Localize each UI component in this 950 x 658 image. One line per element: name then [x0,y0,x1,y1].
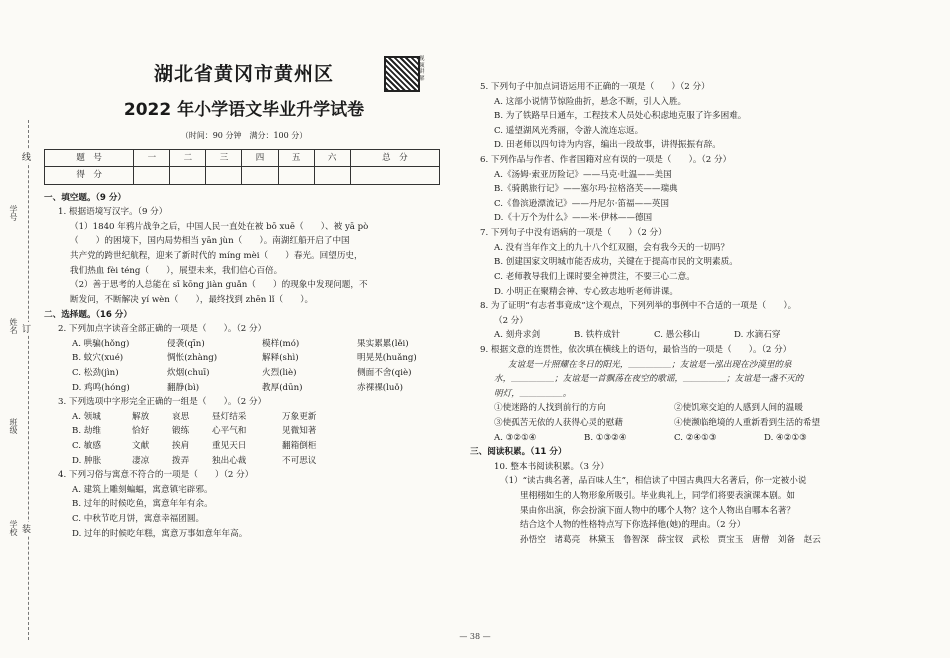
table-cell: 三 [206,149,242,166]
option[interactable]: A.《汤姆·索亚历险记》——马克·吐温——美国 [494,169,672,180]
option: 翻静(bì) [167,382,200,393]
option[interactable]: A. 哄骗(hǒng) [72,338,130,349]
option[interactable]: C. 遥望湖风光秀丽，令游人流连忘返。 [494,125,644,136]
option-word: 恰好 [132,426,150,437]
page-subtitle: 2022 年小学语文毕业升学试卷 [123,100,365,121]
binding-label-school: 学校 [9,520,18,536]
option-row [480,328,920,343]
table-cell: 一 [134,149,170,166]
option-word: 拨弄 [172,455,190,466]
right-column [470,80,920,548]
question-stem: 7. 下列句子中没有语病的一项是（ ）（2 分） [480,228,667,239]
option-word: 凄凉 [132,455,150,466]
option: 解释(shì) [262,353,299,364]
table-row [45,167,440,184]
option[interactable]: B. 蚊穴(xué) [72,353,124,364]
option: 赤裸裸(luǒ) [357,382,403,393]
section-title: 一、填空题。（9 分） [44,192,127,203]
option[interactable]: C. 老师教导我们上课时要全神贯注，不要三心二意。 [494,271,695,282]
option: 炊烟(chuī) [167,367,210,378]
option[interactable]: C. ②④①③ [674,432,717,443]
qr-code-icon[interactable] [384,56,420,92]
question-line: 共产党的跨世纪航程，迎来了新时代的 míng mèi（ ）春光。回望历史， [70,251,363,262]
question-stem: 3. 下列选项中字形完全正确的一组是（ ）。（2 分） [58,397,267,408]
question-line: 我们热血 fèi téng（ ），展望未来，我们信心百倍。 [70,265,283,276]
question-line: 断发问，不断解决 yí wèn（ ），最终找到 zhēn lǐ（ ）。 [70,294,314,305]
question-stem: 2. 下列加点字读音全部正确的一项是（ ）。（2 分） [58,324,267,335]
item: ④使濒临绝境的人重新看到生活的希望 [674,418,821,429]
option[interactable]: C. 敏感 [72,441,101,452]
question-line: 里栩栩如生的人物形象所吸引。毕业典礼上，同学们将要表演课本剧。如 [520,491,796,502]
page-title: 湖北省黄冈市黄州区 [153,63,334,85]
option[interactable]: D. ④②①③ [764,432,807,443]
option[interactable]: B. ①③②④ [584,432,627,443]
option-word: 万象更新 [282,411,317,422]
table-cell: 二 [170,149,206,166]
table-cell: 五 [278,149,314,166]
option-word: 独出心裁 [212,455,247,466]
question-line: （1）“读古典名著，品百味人生”，相信读了中国古典四大名著后，你一定被小说 [500,476,807,487]
option[interactable]: C.《鲁滨逊漂流记》——丹尼尔·笛福——英国 [494,198,670,209]
table-cell: 六 [314,149,350,166]
score-table [44,149,440,185]
question-line: 果由你出演，你会扮演下面人物中的哪个人物？这个人物出自哪本名著？ [520,505,796,516]
section-title: 三、阅读积累。（11 分） [470,447,567,458]
option-row [44,381,444,396]
option-row [44,351,444,366]
option-word: 见微知著 [282,426,317,437]
option[interactable]: B. 铁杵成针 [574,330,621,341]
option-word: 哀思 [172,411,190,422]
passage-line: 水，＿＿＿＿＿；友谊是一首飘荡在夜空的歌谣，＿＿＿＿＿；友谊是一盏不灭的 [494,374,804,385]
option-row [44,439,444,454]
question-stem: 5. 下列句子中加点词语运用不正确的一项是（ ）（2 分） [480,82,710,92]
option: 模样(mó) [262,338,300,349]
option-word: 解放 [132,411,150,422]
binding-label-class: 班级 [9,418,18,434]
score-input-cell[interactable] [278,167,314,184]
option: 火烈(liè) [262,367,297,378]
option-word: 不可思议 [282,455,317,466]
score-input-cell[interactable] [314,167,350,184]
option[interactable]: C. 愚公移山 [654,330,701,341]
table-cell: 总 分 [350,149,439,166]
option[interactable]: A. 没有当年作文上的九十八个红双圈，会有我今天的一切吗？ [494,242,730,253]
question-stem: 10. 整本书阅读积累。（3 分） [494,461,609,472]
option[interactable]: D. 过年的时候吃年糕，寓意万事如意年年高。 [72,528,248,539]
option-word: 重见天日 [212,441,247,452]
exam-meta: （时间：90 分钟 满分：100 分） [180,131,308,141]
binding-cut-mark: 订 [22,322,31,335]
option[interactable]: D. 小明正在聚精会神、专心致志地听老师讲课。 [494,286,678,297]
option[interactable]: D. 鸡鸣(hóng) [72,382,130,393]
score-input-cell[interactable] [350,167,439,184]
option-word: 翻箱倒柜 [282,441,317,452]
question-stem: 9. 根据文意的连贯性，依次填在横线上的语句，最恰当的一项是（ ）。（2 分） [480,344,792,355]
binding-cut-mark: 线 [22,150,31,163]
option[interactable]: B. 创建国家文明城市能否成功，关键在于提高市民的文明素质。 [494,257,738,268]
binding-dash-line [28,120,29,640]
table-cell: 得 分 [45,167,134,184]
option-row [480,431,920,446]
option[interactable]: D. 田老师以四句诗为内容，编出一段故事，讲得振振有辞。 [494,140,721,151]
item: ③使孤苦无依的人获得心灵的慰藉 [494,418,623,429]
section-title: 二、选择题。（16 分） [44,309,132,320]
question-stem: 8. 为了证明“有志者事竟成”这个观点，下列列举的事例中不合适的一项是（ ）。 [480,301,797,312]
question-line: （ ）的困境下，国内局势相当 yān jùn（ ）。南湖红船开启了中国 [70,236,350,247]
score-input-cell[interactable] [206,167,242,184]
binding-margin [0,0,40,658]
option[interactable]: B. 过年的时候吃鱼，寓意年年有余。 [72,499,213,510]
question-line: （1）1840 年鸦片战争之后，中国人民一直处在被 bō xuē（ ）、被 yā pò [70,221,369,232]
score-input-cell[interactable] [170,167,206,184]
option-word: 心平气和 [212,426,247,437]
option[interactable]: D. 肿胀 [72,455,102,466]
option[interactable]: A. 领城 [72,411,101,422]
option[interactable]: A. 刻舟求剑 [494,330,541,341]
question-line: （2）善于思考的人总能在 sī kōng jiàn guǎn（ ）的现象中发现问题，不 [70,280,368,291]
item-row [480,401,920,430]
option[interactable]: A. 建筑上雕刻蝙蝠，寓意镇宅辟邪。 [72,484,213,495]
option-row [44,366,444,381]
qr-caption: 视频讲解 [419,56,425,82]
option-word: 昼灯结采 [212,411,247,422]
score-input-cell[interactable] [242,167,278,184]
option[interactable]: A. 这部小说情节惊险曲折，悬念不断，引人入胜。 [494,96,687,107]
option: 明晃晃(huǎng) [357,353,417,364]
question-stem: 6. 下列作品与作者、作者国籍对应有误的一项是（ ）。（2 分） [480,155,732,166]
option[interactable]: B. 为了铁路早日通车，工程技术人员处心积虑地克服了许多困难。 [494,111,747,122]
option[interactable]: C. 松劲(jìn) [72,367,119,378]
option-row [44,454,444,469]
option[interactable]: B. 劫维 [72,426,101,437]
option: 教厚(dūn) [262,382,303,393]
binding-label-student-id: 学号 [9,205,18,221]
option: 侵袭(qīn) [167,338,205,349]
option-word: 锻练 [172,426,190,437]
passage-line: 友谊是一片照耀在冬日的阳光，＿＿＿＿＿；友谊是一泓出现在沙漠里的泉 [508,359,792,370]
left-column [44,52,444,541]
question-score: （2 分） [494,315,528,326]
option[interactable]: A. ③②①④ [494,432,537,443]
score-input-cell[interactable] [134,167,170,184]
binding-cut-mark: 装 [22,522,31,535]
option-word: 文献 [132,441,150,452]
table-cell: 四 [242,149,278,166]
question-line: 结合这个人物的性格特点写下你选择他(她)的理由。（2 分） [520,520,746,531]
table-row [45,149,440,166]
character-list: 孙悟空 诸葛亮 林黛玉 鲁智深 薛宝钗 武松 贾宝玉 唐僧 刘备 赵云 [520,534,821,545]
table-cell: 题 号 [45,149,134,166]
option-row [44,410,444,425]
option[interactable]: C. 中秋节吃月饼，寓意幸福团圆。 [72,514,205,525]
passage-line: 明灯，＿＿＿＿＿。 [494,388,572,399]
option: 侧面不舍(qiè) [357,367,412,378]
option[interactable]: D. 水滴石穿 [734,330,781,341]
option[interactable]: D.《十万个为什么》——米·伊林——德国 [494,213,653,224]
item: ①使迷路的人找到前行的方向 [494,403,606,414]
question-stem: 4. 下列习俗与寓意不符合的一项是（ ）（2 分） [58,470,254,481]
option-row [44,424,444,439]
option-word: 挨肩 [172,441,190,452]
page-number: — 38 — [459,632,491,641]
item: ②使饥寒交迫的人感到人间的温暖 [674,403,803,414]
option-row [44,337,444,352]
option[interactable]: B.《骑鹅旅行记》——塞尔玛·拉格洛芙——瑞典 [494,184,678,195]
option: 惆怅(zhàng) [167,353,218,364]
option: 果实累累(lěi) [357,338,409,349]
binding-label-name: 姓名 [9,318,18,334]
question-stem: 1. 根据语境写汉字。（9 分） [58,207,168,218]
